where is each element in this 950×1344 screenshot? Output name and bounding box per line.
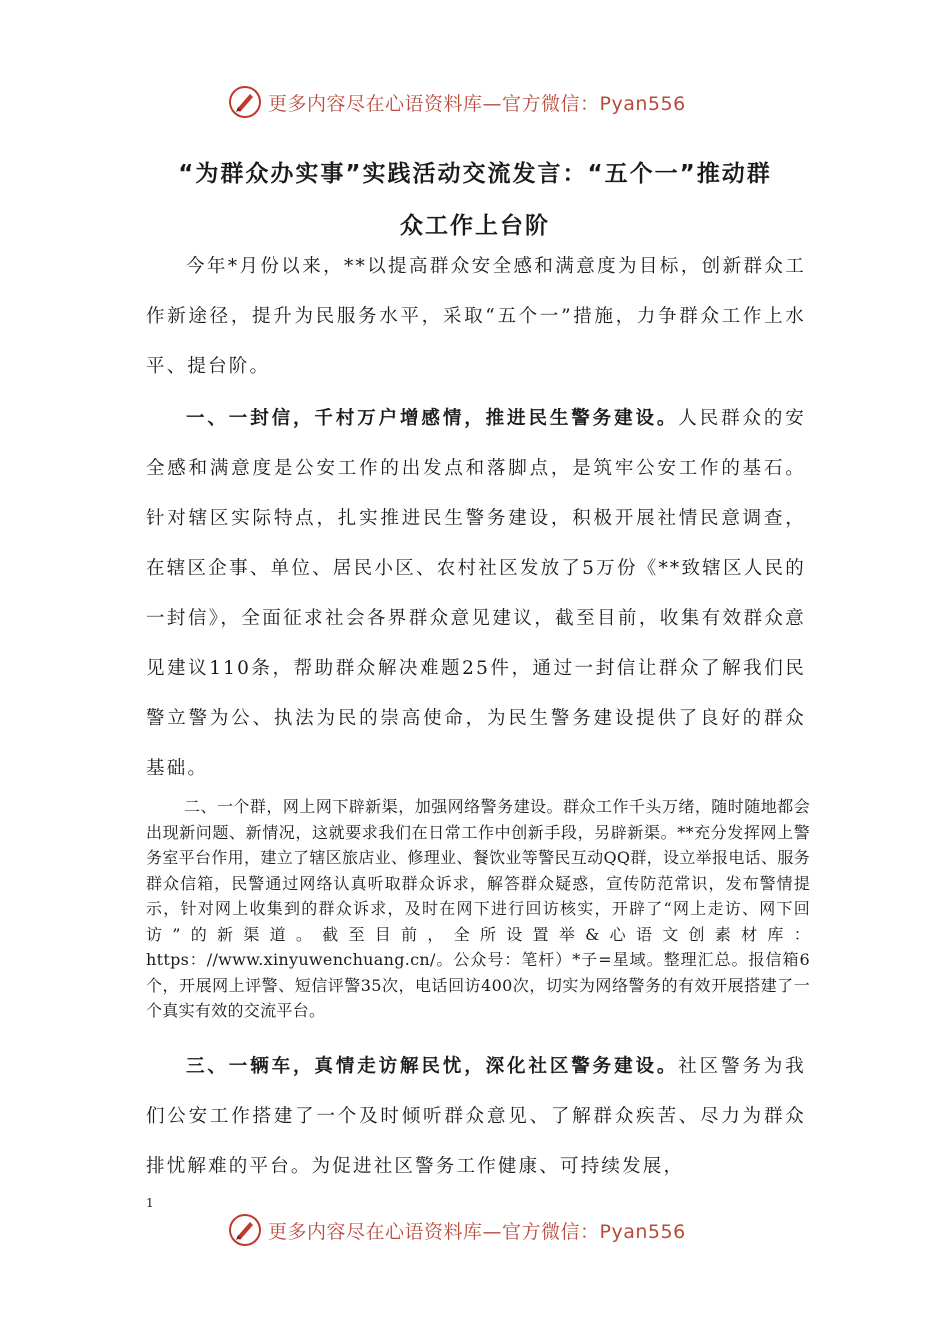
footer-banner [228,1210,728,1250]
pen-logo-icon [228,1213,262,1247]
page-title [130,148,820,252]
banner-text: 更多内容尽在心语资料库—官方微信：Pyan556 [268,1220,686,1243]
title-line-1: “为群众办实事”实践活动交流发言：“五个一”推动群 [178,161,772,187]
section-3-paragraph [146,1042,806,1192]
header-banner [228,82,728,122]
section-1-paragraph [146,394,806,794]
intro-paragraph: 今年*月份以来，**以提高群众安全感和满意度为目标，创新群众工作新途径，提升为民服务水平，采取“五个一”措施，力争群众工作上水平、提台阶。 [146,256,806,377]
page-number: 1 [146,1196,154,1210]
section-1-body: 人民群众的安全感和满意度是公安工作的出发点和落脚点，是筑牢公安工作的基石。针对辖区实际特点，扎实推进民生警务建设，积极开展社情民意调查，在辖区企事、单位、居民小区、农村社区发放了5万份《**致辖区人民的一封信》，全面征求社会各界群众意见建议，截至目前，收集有效群众意见建议110条，帮助群众解决难题25件，通过一封信让群众了解我们民警立警为公、执法为民的崇高使命，为民生警务建设提供了良好的群众基础。 [146,408,806,779]
section-1-heading: 一、一封信，千村万户增感情，推进民生警务建设。 [186,408,679,429]
section-3-body: 社区警务为我们公安工作搭建了一个及时倾听群众意见、了解群众疾苦、尽力为群众排忧解难的平台。为促进社区警务工作健康、可持续发展， [146,1056,806,1177]
section-2-paragraph: 二、一个群，网上网下辟新渠，加强网络警务建设。群众工作千头万绪，随时随地都会出现新问题、新情况，这就要求我们在日常工作中创新手段，另辟新渠。**充分发挥网上警务室平台作用，建立了辖区旅店业、修理业、餐饮业等警民互动QQ群，设立举报电话、服务群众信箱，民警通过网络认真听取群众诉求，解答群众疑惑，宣传防范常识，发布警情提示，针对网上收集到的群众诉求，及时在网下进行回访核实，开辟了“网上走访、网下回访”的新渠道。截至目前，全所设置举&心语文创素材库：https：//www.xinyuwenchuang.cn/。公众号：笔杆）*子=星域。整理汇总。报信箱6个，开展网上评警、短信评警35次，电话回访400次，切实为网络警务的有效开展搭建了一个真实有效的交流平台。 [146,797,810,1020]
banner-text: 更多内容尽在心语资料库—官方微信：Pyan556 [268,92,686,115]
section-3-heading: 三、一辆车，真情走访解民忧，深化社区警务建设。 [186,1056,679,1077]
pen-logo-icon [228,85,262,119]
title-line-2: 众工作上台阶 [400,213,550,239]
